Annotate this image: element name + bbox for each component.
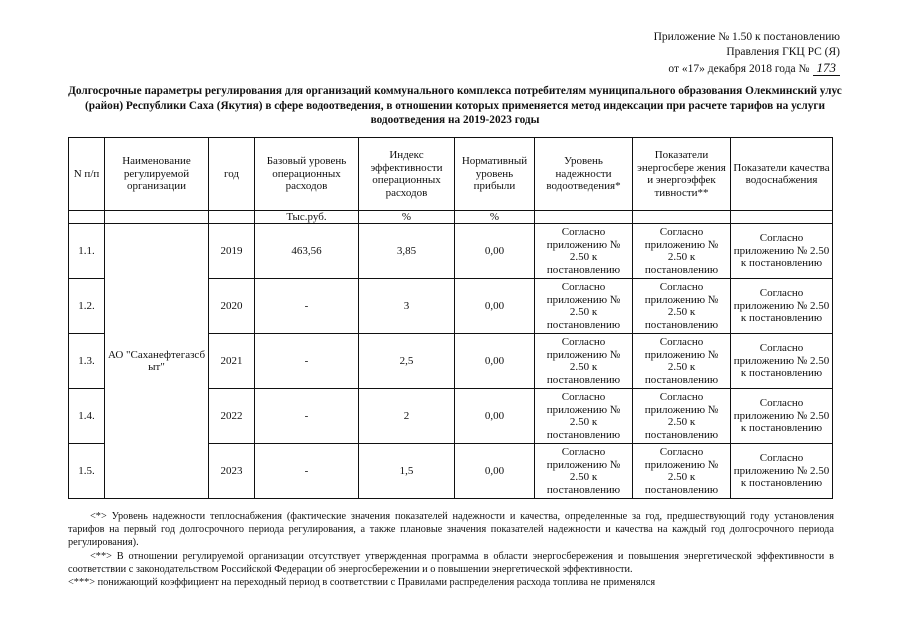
approval-line-2: Правления ГКЦ РС (Я) xyxy=(726,46,840,58)
col-header-year: год xyxy=(209,138,255,211)
profit-level-cell: 0,00 xyxy=(455,224,535,279)
reliability-cell: Согласно приложению № 2.50 к постановлению xyxy=(535,334,633,389)
base-costs-cell: 463,56 xyxy=(255,224,359,279)
profit-level-cell: 0,00 xyxy=(455,389,535,444)
energy-saving-cell: Согласно приложению № 2.50 к постановлению xyxy=(633,279,731,334)
quality-cell: Согласно приложению № 2.50 к постановлению xyxy=(731,334,833,389)
efficiency-index-cell: 3,85 xyxy=(359,224,455,279)
base-costs-cell: - xyxy=(255,279,359,334)
energy-saving-cell: Согласно приложению № 2.50 к постановлению xyxy=(633,389,731,444)
col-header-quality: Показатели качества водоснабжения xyxy=(731,138,833,211)
col-header-base-costs: Базовый уровень операционных расходов xyxy=(255,138,359,211)
year-cell: 2021 xyxy=(209,334,255,389)
year-cell: 2020 xyxy=(209,279,255,334)
unit-cell xyxy=(535,211,633,224)
row-number: 1.5. xyxy=(69,444,105,499)
approval-header xyxy=(654,30,840,77)
energy-saving-cell: Согласно приложению № 2.50 к постановлению xyxy=(633,224,731,279)
efficiency-index-cell: 3 xyxy=(359,279,455,334)
col-header-reliability: Уровень надежности водоотведения* xyxy=(535,138,633,211)
row-number: 1.4. xyxy=(69,389,105,444)
reliability-cell: Согласно приложению № 2.50 к постановлению xyxy=(535,279,633,334)
approval-date: от «17» декабря 2018 года № xyxy=(668,63,810,75)
col-header-profit-level: Нормативный уровень прибыли xyxy=(455,138,535,211)
reliability-cell: Согласно приложению № 2.50 к постановлению xyxy=(535,224,633,279)
col-header-efficiency-index: Индекс эффективности операционных расходов xyxy=(359,138,455,211)
profit-level-cell: 0,00 xyxy=(455,279,535,334)
profit-level-cell: 0,00 xyxy=(455,334,535,389)
footnotes xyxy=(68,510,834,589)
row-number: 1.2. xyxy=(69,279,105,334)
document-title: Долгосрочные параметры регулирования для организаций коммунального комплекса потребителям муниципального образования Олекминский улус (район) Республики Саха (Якутия) в сфере водоотведения, в отношении которых применяется метод индексации при расчете тарифов на услуги водоотведения на 2019-2023 годы xyxy=(68,85,842,126)
approval-line-3 xyxy=(654,60,840,77)
efficiency-index-cell: 1,5 xyxy=(359,444,455,499)
unit-base-costs: Тыс.руб. xyxy=(255,211,359,224)
reliability-cell: Согласно приложению № 2.50 к постановлению xyxy=(535,389,633,444)
base-costs-cell: - xyxy=(255,444,359,499)
regulation-parameters-table xyxy=(68,137,833,499)
table-row xyxy=(69,224,833,279)
row-number: 1.3. xyxy=(69,334,105,389)
energy-saving-cell: Согласно приложению № 2.50 к постановлению xyxy=(633,334,731,389)
year-cell: 2022 xyxy=(209,389,255,444)
quality-cell: Согласно приложению № 2.50 к постановлению xyxy=(731,389,833,444)
table-units-row xyxy=(69,211,833,224)
unit-cell xyxy=(209,211,255,224)
base-costs-cell: - xyxy=(255,389,359,444)
col-header-organization: Наименование регулируемой организации xyxy=(105,138,209,211)
unit-profit-level: % xyxy=(455,211,535,224)
quality-cell: Согласно приложению № 2.50 к постановлению xyxy=(731,224,833,279)
profit-level-cell: 0,00 xyxy=(455,444,535,499)
efficiency-index-cell: 2,5 xyxy=(359,334,455,389)
energy-saving-cell: Согласно приложению № 2.50 к постановлению xyxy=(633,444,731,499)
unit-cell xyxy=(69,211,105,224)
unit-cell xyxy=(633,211,731,224)
approval-line-1: Приложение № 1.50 к постановлению xyxy=(653,31,840,43)
unit-efficiency-index: % xyxy=(359,211,455,224)
year-cell: 2023 xyxy=(209,444,255,499)
table-header-row xyxy=(69,138,833,211)
year-cell: 2019 xyxy=(209,224,255,279)
unit-cell xyxy=(731,211,833,224)
reliability-cell: Согласно приложению № 2.50 к постановлению xyxy=(535,444,633,499)
efficiency-index-cell: 2 xyxy=(359,389,455,444)
footnote-reliability: <*> Уровень надежности теплоснабжения (фактические значения показателей надежности и качества, определенные за год, предшествующий году установления тарифов на первый год долгосрочного периода регулирования, а также плановые значения показателей надежности и качества на каждый год долгосрочного периода регулирования). xyxy=(68,511,834,549)
footnote-energy-saving: <**> В отношении регулируемой организации отсутствует утвержденная программа в области энергосбережения и повышения энергетической эффективности в соответствии с законодательством Российской Федерации об энергосбережении и о повышении энергетической эффективности. xyxy=(68,550,834,575)
base-costs-cell: - xyxy=(255,334,359,389)
footnote-coefficient: <***> понижающий коэффициент на переходный период в соответствии с Правилами распределения расхода топлива не применялся xyxy=(68,577,656,589)
resolution-number: 173 xyxy=(813,60,841,76)
quality-cell: Согласно приложению № 2.50 к постановлению xyxy=(731,444,833,499)
row-number: 1.1. xyxy=(69,224,105,279)
col-header-energy-saving: Показатели энергосбере жения и энергоэффек тивности** xyxy=(633,138,731,211)
col-header-num: N п/п xyxy=(69,138,105,211)
quality-cell: Согласно приложению № 2.50 к постановлению xyxy=(731,279,833,334)
organization-name-cell: АО "Саханефтегазсб ыт" xyxy=(105,224,209,499)
unit-cell xyxy=(105,211,209,224)
